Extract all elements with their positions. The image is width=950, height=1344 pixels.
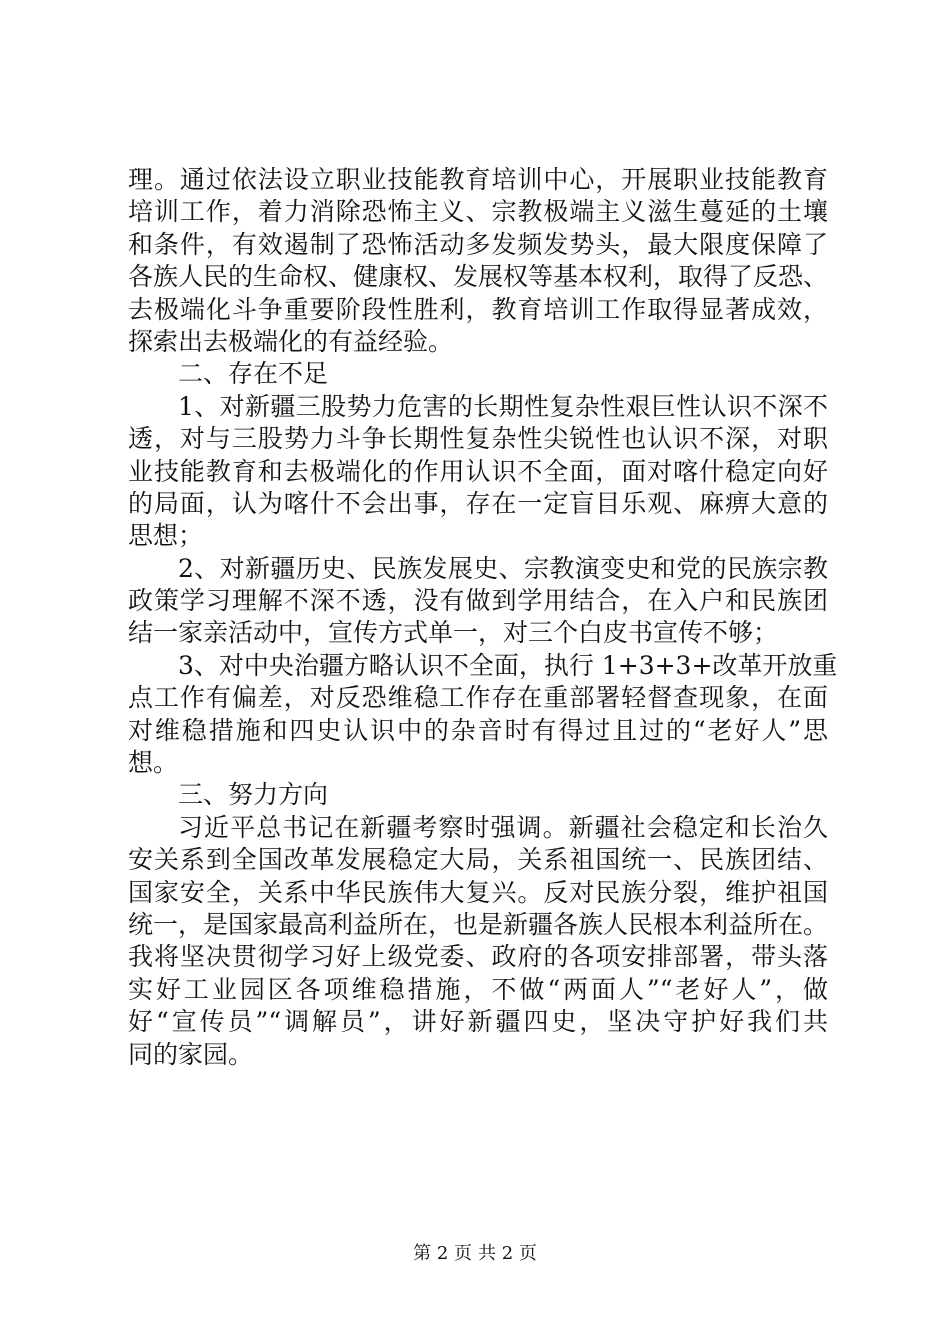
body-line: 想。 (128, 748, 179, 778)
document-body (128, 164, 838, 1071)
body-line: 实好工业园区各项维稳措施，不做“两面人”“老好人”，做 (128, 974, 828, 1004)
body-line: 的局面，认为喀什不会出事，存在一定盲目乐观、麻痹大意的 (128, 488, 828, 518)
body-line: 同的家园。 (128, 1039, 254, 1069)
body-line: 结一家亲活动中，宣传方式单一，对三个白皮书宣传不够； (128, 618, 779, 648)
body-line: 我将坚决贯彻学习好上级党委、政府的各项安排部署，带头落 (128, 942, 828, 972)
body-line: 习近平总书记在新疆考察时强调。新疆社会稳定和长治久 (178, 812, 828, 842)
body-line: 安关系到全国改革发展稳定大局，关系祖国统一、民族团结、 (128, 845, 828, 875)
page-total: 共 2 页 (478, 1243, 537, 1264)
body-line: 各族人民的生命权、健康权、发展权等基本权利，取得了反恐、 (128, 262, 829, 292)
body-line: 去极端化斗争重要阶段性胜利，教育培训工作取得显著成效， (128, 294, 828, 324)
section-heading: 三、努力方向 (178, 780, 329, 810)
body-line: 和条件，有效遏制了恐怖活动多发频发势头，最大限度保障了 (128, 229, 828, 259)
body-line: 点工作有偏差，对反恐维稳工作存在重部署轻督查现象，在面 (128, 683, 828, 713)
page-footer (0, 1243, 950, 1265)
body-line: 业技能教育和去极端化的作用认识不全面，面对喀什稳定向好 (128, 456, 828, 486)
section-heading: 二、存在不足 (178, 359, 329, 389)
body-line: 统一，是国家最高利益所在，也是新疆各族人民根本利益所在。 (128, 909, 829, 939)
body-line: 3、对中央治疆方略认识不全面，执行 1+3+3+改革开放重 (178, 650, 838, 680)
body-line: 1、对新疆三股势力危害的长期性复杂性艰巨性认识不深不 (178, 391, 828, 421)
body-line: 探索出去极端化的有益经验。 (128, 326, 454, 356)
body-line: 好“宣传员”“调解员”，讲好新疆四史，坚决守护好我们共 (128, 1007, 828, 1037)
body-line: 政策学习理解不深不透，没有做到学用结合，在入户和民族团 (128, 586, 828, 616)
body-line: 理。通过依法设立职业技能教育培训中心，开展职业技能教育 (128, 165, 828, 194)
body-line: 对维稳措施和四史认识中的杂音时有得过且过的“老好人”思 (128, 715, 828, 745)
body-line: 2、对新疆历史、民族发展史、宗教演变史和党的民族宗教 (178, 553, 828, 583)
body-line: 思想； (128, 521, 204, 551)
body-line: 透，对与三股势力斗争长期性复杂性尖锐性也认识不深，对职 (128, 424, 828, 454)
page-number: 第 2 页 (413, 1243, 472, 1264)
body-line: 国家安全，关系中华民族伟大复兴。反对民族分裂，维护祖国 (128, 877, 828, 907)
body-line: 培训工作，着力消除恐怖主义、宗教极端主义滋生蔓延的土壤 (128, 197, 828, 227)
